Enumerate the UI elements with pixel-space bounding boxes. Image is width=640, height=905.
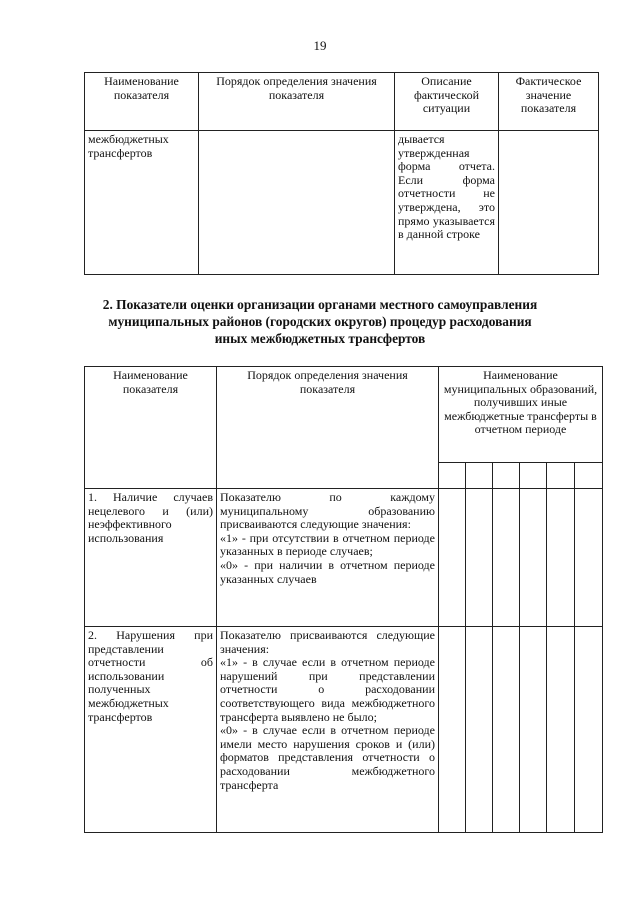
- municipality-value-cell: [547, 489, 575, 627]
- municipality-value-cell: [466, 489, 493, 627]
- header-determination-method: Порядок определения значения показателя: [199, 73, 395, 131]
- municipality-value-cell: [520, 489, 547, 627]
- indicator-name-cell: 2. Нарушения при представлении отчетности об использовании полученных межбюджетных трансфертов: [85, 627, 217, 833]
- municipality-column-4: [520, 463, 547, 489]
- description-cell: дывается утвержденная форма отчета. Если форма отчетности не утверждена, это прямо указывается в данной строке: [395, 131, 499, 275]
- table-row: [85, 131, 599, 275]
- municipality-value-cell: [439, 627, 466, 833]
- method-value-zero: «0» - в случае если в отчетном периоде имели место нарушения сроков и (или) форматов представления отчетности о расходовании межбюджетного трансферта: [220, 723, 435, 792]
- indicator-table-continued: [84, 72, 599, 275]
- municipal-indicators-table: [84, 366, 603, 833]
- table-header-row: [85, 367, 603, 463]
- indicator-name-cell: 1. Наличие случаев нецелевого и (или) неэффективного использования: [85, 489, 217, 627]
- method-value-zero: «0» - при наличии в отчетном периоде указанных случаев: [220, 557, 435, 586]
- municipality-value-cell: [466, 627, 493, 833]
- municipality-value-cell: [575, 489, 603, 627]
- municipality-value-cell: [493, 489, 520, 627]
- method-intro: Показателю по каждому муниципальному образованию присваиваются следующие значения:: [220, 490, 435, 532]
- municipality-value-cell: [520, 627, 547, 833]
- method-cell: [217, 627, 439, 833]
- indicator-name-cell: межбюджетных трансфертов: [85, 131, 199, 275]
- municipality-value-cell: [575, 627, 603, 833]
- header-situation-description: Описание фактической ситуации: [395, 73, 499, 131]
- method-value-one: «1» - при отсутствии в отчетном периоде указанных в периоде случаев;: [220, 530, 435, 559]
- municipality-column-2: [466, 463, 493, 489]
- method-value-one: «1» - в случае если в отчетном периоде нарушений при представлении отчетности о расходовании соответствующего вида межбюджетного трансферта выявлено не было;: [220, 655, 435, 724]
- value-cell: [499, 131, 599, 275]
- header-determination-method: Порядок определения значения показателя: [217, 367, 439, 489]
- table-row: [85, 627, 603, 833]
- municipality-value-cell: [547, 627, 575, 833]
- section-title: 2. Показатели оценки организации органами местного самоуправления муниципальных районов (городских округов) процедур расходования иных межбюджетных трансфертов: [102, 297, 538, 346]
- header-municipalities: Наименование муниципальных образований, получивших иные межбюджетные трансферты в отчетном периоде: [439, 367, 603, 463]
- municipality-column-3: [493, 463, 520, 489]
- method-cell: [199, 131, 395, 275]
- method-intro: Показателю присваиваются следующие значения:: [220, 628, 435, 656]
- municipality-column-6: [575, 463, 603, 489]
- municipality-value-cell: [439, 489, 466, 627]
- method-cell: [217, 489, 439, 627]
- header-indicator-name: Наименование показателя: [85, 73, 199, 131]
- municipality-column-5: [547, 463, 575, 489]
- table-header-row: [85, 73, 599, 131]
- table-row: [85, 489, 603, 627]
- header-actual-value: Фактическое значение показателя: [499, 73, 599, 131]
- page-number: 19: [313, 38, 327, 53]
- municipality-column-1: [439, 463, 466, 489]
- header-indicator-name: Наименование показателя: [85, 367, 217, 489]
- municipality-value-cell: [493, 627, 520, 833]
